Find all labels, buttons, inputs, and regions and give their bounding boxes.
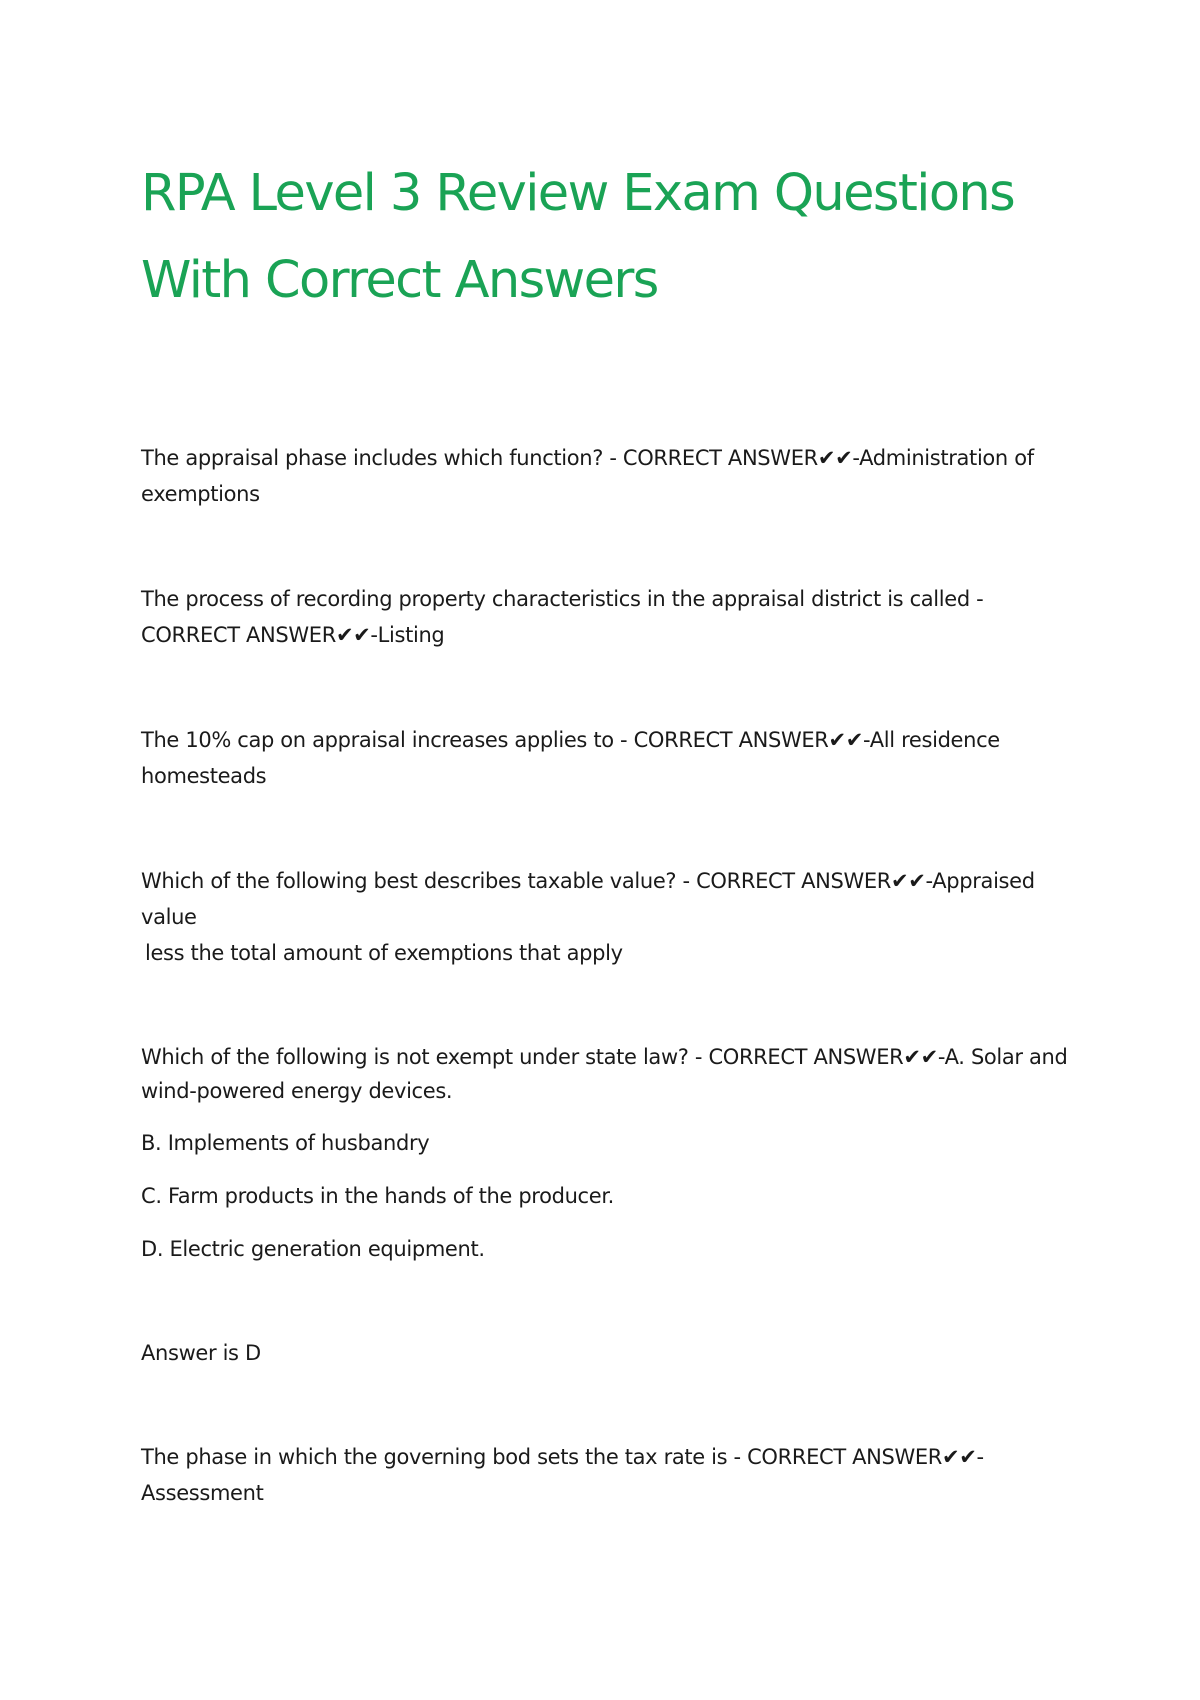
question-not-exempt: Which of the following is not exempt under state law? - CORRECT ANSWER✔✔-A. Solar and wind-powered energy devices.: [141, 1045, 1068, 1103]
option-d: D. Electric generation equipment.: [141, 1237, 485, 1261]
option-b: B. Implements of husbandry: [141, 1131, 430, 1155]
document-body: [141, 440, 1071, 1511]
question-recording-property: The process of recording property characteristics in the appraisal district is called - CORRECT ANSWER✔✔-Listing: [141, 587, 984, 647]
question-appraisal-phase: The appraisal phase includes which function? - CORRECT ANSWER✔✔-Administration of exemptions: [141, 446, 1034, 506]
option-c: C. Farm products in the hands of the producer.: [141, 1184, 615, 1208]
question-taxable-value: [141, 863, 1071, 971]
document-title: RPA Level 3 Review Exam Questions With Correct Answers: [141, 164, 1015, 310]
question-taxable-value-line2: less the total amount of exemptions that apply: [145, 941, 623, 965]
question-tax-rate-phase: The phase in which the governing bod sets the tax rate is - CORRECT ANSWER✔✔-Assessment: [141, 1445, 984, 1505]
question-appraisal-cap: The 10% cap on appraisal increases applies to - CORRECT ANSWER✔✔-All residence homesteads: [141, 728, 1000, 788]
question-taxable-value-line1: Which of the following best describes taxable value? - CORRECT ANSWER✔✔-Appraised value: [141, 869, 1035, 929]
document-page: [141, 150, 1071, 1511]
answer-note: Answer is D: [141, 1341, 261, 1365]
